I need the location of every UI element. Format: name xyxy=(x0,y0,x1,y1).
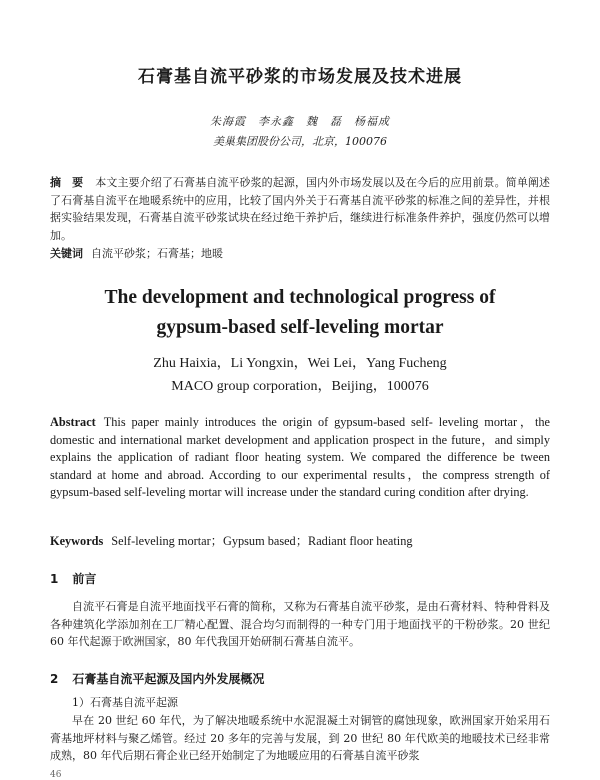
paper-title-cn: 石膏基自流平砂浆的市场发展及技术进展 xyxy=(138,67,462,87)
keywords-en-text: Self-leveling mortar；Gypsum based；Radiant floor heating xyxy=(111,534,413,548)
section-2-number: 2 xyxy=(50,672,59,686)
paper-title-en-line-2: gypsum-based self-leveling mortar xyxy=(156,317,444,338)
affiliation-en: MACO group corporation，Beijing，100076 xyxy=(171,379,429,394)
keywords-cn-label: 关键词 xyxy=(50,247,83,260)
authors-cn: 朱海霞 李永鑫 魏 磊 杨福成 xyxy=(210,115,390,128)
section-2-heading xyxy=(50,670,264,687)
paper-title-en xyxy=(0,283,600,343)
abstract-cn-label: 摘 要 xyxy=(50,176,84,189)
subsection-2-1-heading: 1）石膏基自流平起源 xyxy=(72,696,178,709)
section-1-number: 1 xyxy=(50,572,59,586)
keywords-cn xyxy=(50,245,550,261)
keywords-cn-text: 自流平砂浆；石膏基；地暖 xyxy=(91,247,223,260)
abstract-en-label: Abstract xyxy=(50,415,96,429)
page-number: 46 xyxy=(50,770,62,780)
keywords-en xyxy=(50,531,550,549)
section-2-title: 石膏基自流平起源及国内外发展概况 xyxy=(72,672,265,686)
section-1-heading xyxy=(50,570,96,587)
keywords-en-label: Keywords xyxy=(50,534,104,548)
abstract-en-text: This paper mainly introduces the origin of gypsum-based self- leveling mortar，the domestic and international market development and application prospect in the future，and simply explains the application of radiant floor heating system. We compared the difference be tween standard at home and abroad. According to our experimental results，the compress strength of gypsum-based self-leveling mortar will increase under the standard curing condition after drying. xyxy=(50,415,550,499)
abstract-cn xyxy=(50,174,550,244)
section-1-paragraph: 自流平石膏是自流平地面找平石膏的简称，又称为石膏基自流平砂浆，是由石膏材料、特种骨料及各种建筑化学添加剂在工厂精心配置、混合均匀而制得的一种专门用于地面找平的干粉砂浆。20 世纪 60 年代起源于欧洲国家，80 年代我国开始研制石膏基自流平。 xyxy=(50,600,550,648)
abstract-en xyxy=(50,414,550,502)
section-1-title: 前言 xyxy=(72,572,97,586)
authors-en: Zhu Haixia，Li Yongxin，Wei Lei，Yang Fucheng xyxy=(153,356,447,371)
section-2-paragraph: 早在 20 世纪 60 年代，为了解决地暖系统中水泥混凝土对铜管的腐蚀现象，欧洲国家开始采用石膏基地坪材料与聚乙烯管。经过 20 多年的完善与发展，到 20 世纪 80 年代欧美的地暖技术已经非常成熟，80 年代后期石膏企业已经开始制定了为地暖应用的石膏基自流平砂浆 xyxy=(50,714,550,762)
affiliation-cn: 美巢集团股份公司，北京，100076 xyxy=(213,135,387,148)
abstract-cn-text: 本文主要介绍了石膏基自流平砂浆的起源，国内外市场发展以及在今后的应用前景。简单阐述了石膏基自流平在地暖系统中的应用，比较了国内外关于石膏基自流平砂浆的标准之间的差异性，并根据实验结果发现，石膏基自流平砂浆试块在经过绝干养护后，继续进行标准条件养护，强度仍然可以增加。 xyxy=(50,176,550,242)
paper-title-en-line-1: The development and technological progress of xyxy=(104,287,496,308)
